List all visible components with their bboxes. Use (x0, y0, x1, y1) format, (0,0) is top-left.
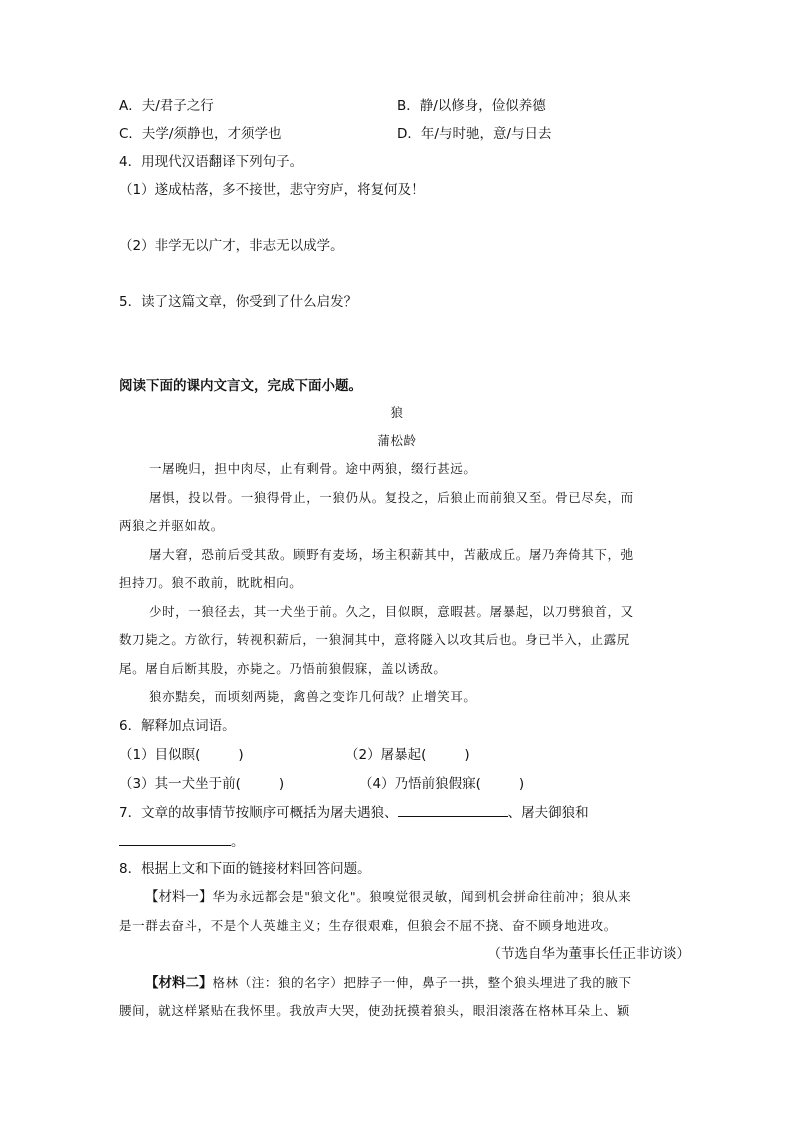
passage-line: 一屠晚归，担中肉尽，止有剩骨。途中两狼，缀行甚远。 (149, 461, 477, 476)
material-2-line-2: 腰间，就这样紧贴在我怀里。我放声大哭，使劲抚摸着狼头，眼泪滚落在格林耳朵上、颖 (119, 1003, 630, 1018)
passage-line: 两狼之并驱如故。 (119, 518, 224, 533)
material-1-source: （节选自华为董事长任正非访谈） (487, 946, 690, 962)
passage-line: 少时，一狼径去，其一犬坐于前。久之，目似瞑，意暇甚。屠暴起，以刀劈狼首，又 (149, 604, 634, 619)
passage-title: 狼 (390, 405, 404, 420)
question-6-item-4: （4）乃悟前狼假寐( ) (359, 776, 525, 792)
passage-line: 数刀毙之。方欲行，转视积薪后，一狼洞其中，意将隧入以攻其后也。身已半入，止露尻 (119, 632, 630, 647)
answer-blank[interactable] (398, 802, 508, 817)
option-d: D．年/与时驰，意/与日去 (397, 126, 552, 142)
question-4-sentence-2: （2）非学无以广才，非志无以成学。 (119, 238, 344, 254)
passage-line: 屠惧，投以骨。一狼得骨止，一狼仍从。复投之，后狼止而前狼又至。骨已尽矣，而 (149, 490, 634, 505)
question-7: 7．文章的故事情节按顺序可概括为屠夫遇狼、 、屠夫御狼和 (119, 802, 589, 823)
question-6-stem: 6．解释加点词语。 (119, 718, 236, 734)
passage-line: 担持刀。狼不敢前，眈眈相向。 (119, 575, 303, 590)
question-5: 5．读了这篇文章，你受到了什么启发？ (119, 294, 358, 310)
question-6-item-3: （3）其一犬坐于前( ) (119, 776, 285, 792)
material-1-line-1: 【材料一】华为永远都会是"狼文化"。狼嗅觉很灵敏，闻到机会拼命往前冲；狼从来 (145, 889, 632, 905)
option-a: A．夫/君子之行 (119, 98, 214, 114)
material-1-line-2: 是一群去奋斗，不是个人英雄主义；生存很艰难，但狼会不屈不挠、奋不顾身地进攻。 (119, 918, 617, 933)
passage-line: 狼亦黠矣，而顷刻两毙，禽兽之变诈几何哉？止增笑耳。 (149, 689, 477, 704)
question-6-item-1: （1）目似瞑( ) (119, 747, 244, 763)
option-b: B．静/以修身，俭似养德 (397, 98, 546, 114)
passage-line: 尾。屠自后断其股，亦毙之。乃悟前狼假寐，盖以诱敌。 (119, 661, 447, 676)
passage-author: 蒲松龄 (377, 433, 417, 448)
material-2-line-1: 【材料二】格林（注：狼的名字）把脖子一伸，鼻子一拱，整个狼头埋进了我的腋下 (145, 975, 632, 991)
question-8-stem: 8．根据上文和下面的链接材料回答问题。 (119, 861, 371, 877)
question-6-item-2: （2）屠暴起( ) (345, 747, 470, 763)
passage-line: 屠大窘，恐前后受其敌。顾野有麦场，场主积薪其中，苫蔽成丘。屠乃奔倚其下，弛 (149, 547, 634, 562)
question-4-sentence-1: （1）遂成枯落，多不接世，悲守穷庐，将复何及！ (119, 182, 425, 198)
answer-blank[interactable] (119, 831, 231, 846)
question-4-stem: 4．用现代汉语翻译下列句子。 (119, 154, 304, 170)
reading-instruction: 阅读下面的课内文言文，完成下面小题。 (119, 378, 362, 394)
option-c: C．夫学/须静也，才须学也 (119, 126, 282, 142)
question-7-cont: 。 (119, 831, 245, 852)
